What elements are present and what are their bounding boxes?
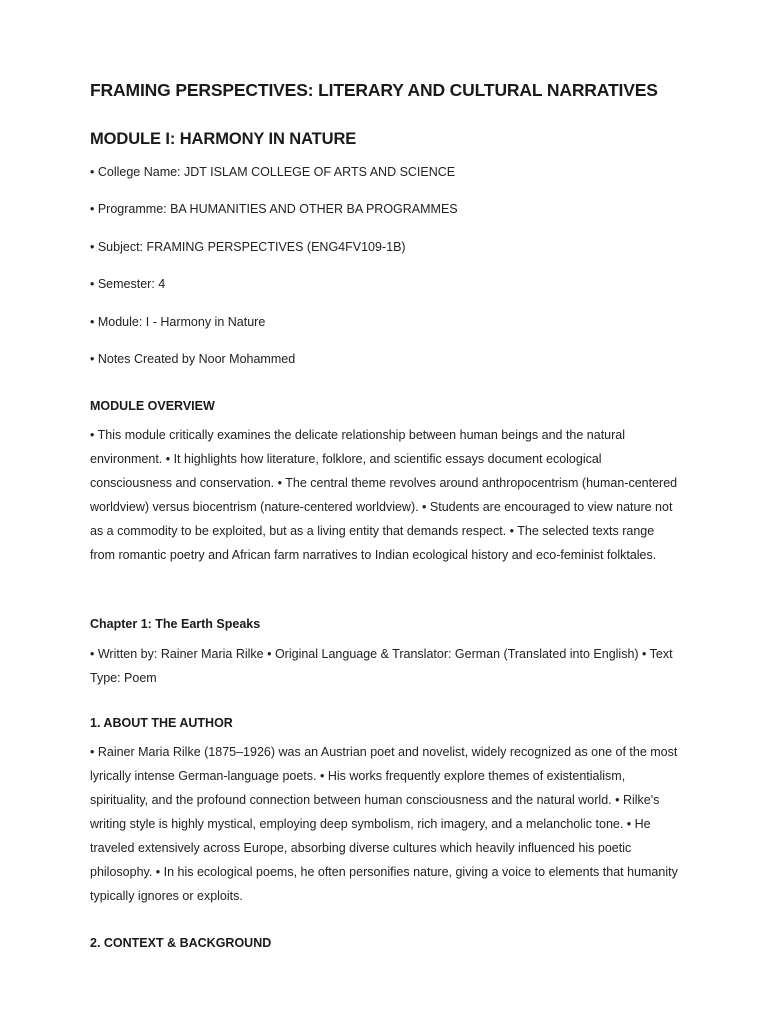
meta-semester: • Semester: 4 [90, 277, 166, 291]
module-overview-text: • This module critically examines the delicate relationship between human beings and the natural environment. • It highlights how literature, folklore, and scientific essays document ecological consciousness and conservation. • The central theme revolves around anthropocentrism (human-centered worldview) versus biocentrism (nature-centered worldview). • Students are encouraged to view nature not as a commodity to be exploited, but as a living entity that demands respect. • The selected texts range from romantic poetry and African farm narratives to Indian ecological history and eco-feminist folktales. [90, 428, 678, 562]
meta-subject: • Subject: FRAMING PERSPECTIVES (ENG4FV109-1B) [90, 240, 406, 254]
meta-module: • Module: I - Harmony in Nature [90, 315, 266, 329]
module-title: MODULE I: HARMONY IN NATURE [90, 130, 357, 148]
chapter-1-heading: Chapter 1: The Earth Speaks [90, 617, 261, 631]
chapter-1-details: • Written by: Rainer Maria Rilke • Original Language & Translator: German (Translated into English) • Text Type: Poem [90, 647, 673, 685]
context-background-heading: 2. CONTEXT & BACKGROUND [90, 936, 272, 950]
meta-notes-author: • Notes Created by Noor Mohammed [90, 352, 296, 366]
about-author-heading: 1. ABOUT THE AUTHOR [90, 716, 233, 730]
about-author-text: • Rainer Maria Rilke (1875–1926) was an Austrian poet and novelist, widely recognized as one of the most lyrically intense German-language poets. • His works frequently explore themes of existentialism, spirituality, and the profound connection between human consciousness and the natural world. • Rilke's writing style is highly mystical, employing deep symbolism, rich imagery, and a melancholic tone. • He traveled extensively across Europe, absorbing diverse cultures which heavily influenced his poetic philosophy. • In his ecological poems, he often personifies nature, giving a voice to elements that humanity typically ignores or exploits. [90, 745, 678, 903]
module-overview-heading: MODULE OVERVIEW [90, 399, 215, 413]
document-title: FRAMING PERSPECTIVES: LITERARY AND CULTURAL NARRATIVES [90, 80, 658, 100]
meta-college-name: • College Name: JDT ISLAM COLLEGE OF ARTS AND SCIENCE [90, 165, 456, 179]
meta-programme: • Programme: BA HUMANITIES AND OTHER BA PROGRAMMES [90, 202, 458, 216]
